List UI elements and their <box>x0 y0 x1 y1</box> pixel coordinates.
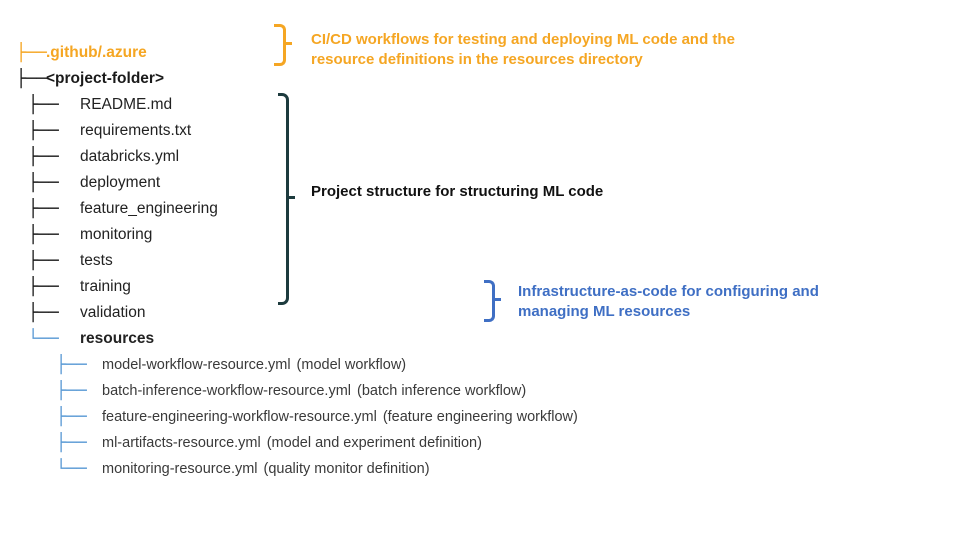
tree-label-resources: resources <box>80 330 155 348</box>
tree-label-monitoring: monitoring <box>80 226 153 244</box>
tree-connector-icon: ├── <box>56 380 87 401</box>
tree-connector-icon: ├── <box>16 42 47 63</box>
brace-cicd-icon <box>274 22 296 72</box>
tree-connector-icon: ├── <box>28 250 59 271</box>
folder-tree <box>16 40 636 482</box>
tree-label-training: training <box>80 278 131 296</box>
annotation-cicd-line1: CI/CD workflows for testing and deploying ML code and the <box>311 31 735 48</box>
tree-label-ml-artifacts-resource: ml-artifacts-resource.yml <box>102 434 261 451</box>
tree-row-readme <box>16 92 636 118</box>
annotation-cicd-line2: resource definitions in the resources directory <box>311 51 643 69</box>
tree-row-monitoring-resource <box>16 456 636 482</box>
tree-connector-icon: ├── <box>16 68 47 89</box>
tree-connector-icon: └── <box>56 458 87 479</box>
annotation-project-structure-line1: Project structure for structuring ML code <box>311 183 604 200</box>
tree-connector-icon: └── <box>28 328 59 349</box>
tree-note-feature-engineering-workflow-resource: (feature engineering workflow) <box>382 408 578 425</box>
tree-connector-icon: ├── <box>28 94 59 115</box>
tree-label-feature-engineering: feature_engineering <box>80 200 218 218</box>
tree-connector-icon: ├── <box>28 224 59 245</box>
tree-label-feature-engineering-workflow-resource: feature-engineering-workflow-resource.yml <box>102 408 377 425</box>
tree-connector-icon: ├── <box>28 198 59 219</box>
tree-note-monitoring-resource: (quality monitor definition) <box>263 460 430 477</box>
tree-label-readme: README.md <box>80 96 173 114</box>
annotation-iac <box>518 282 918 323</box>
annotation-cicd <box>311 30 871 71</box>
tree-note-ml-artifacts-resource: (model and experiment definition) <box>266 434 482 451</box>
tree-row-ml-artifacts-resource <box>16 430 636 456</box>
tree-row-databricks-yml <box>16 144 636 170</box>
tree-row-monitoring <box>16 222 636 248</box>
annotation-project-structure <box>311 182 761 202</box>
tree-connector-icon: ├── <box>28 146 59 167</box>
tree-label-deployment: deployment <box>80 174 161 192</box>
tree-connector-icon: ├── <box>28 302 59 323</box>
annotation-iac-line2: managing ML resources <box>518 303 691 321</box>
tree-label-requirements: requirements.txt <box>80 122 192 140</box>
tree-row-feature-engineering-workflow-resource <box>16 404 636 430</box>
annotation-iac-line1: Infrastructure-as-code for configuring and <box>518 283 819 300</box>
tree-label-databricks-yml: databricks.yml <box>80 148 180 166</box>
tree-label-model-workflow-resource: model-workflow-resource.yml <box>102 356 291 373</box>
tree-label-project-folder: <project-folder> <box>46 70 164 88</box>
tree-row-model-workflow-resource <box>16 352 636 378</box>
tree-note-model-workflow-resource: (model workflow) <box>296 356 407 373</box>
tree-label-batch-inference-workflow-resource: batch-inference-workflow-resource.yml <box>102 382 351 399</box>
tree-label-validation: validation <box>80 304 146 322</box>
tree-row-batch-inference-workflow-resource <box>16 378 636 404</box>
tree-connector-icon: ├── <box>56 406 87 427</box>
tree-connector-icon: ├── <box>28 172 59 193</box>
brace-iac-icon <box>484 278 504 328</box>
tree-label-monitoring-resource: monitoring-resource.yml <box>102 460 258 477</box>
tree-label-tests: tests <box>80 252 113 270</box>
tree-row-resources <box>16 326 636 352</box>
brace-project-structure-icon <box>278 93 296 313</box>
tree-label-github-azure: .github/.azure <box>46 44 147 62</box>
tree-connector-icon: ├── <box>28 276 59 297</box>
tree-note-batch-inference-workflow-resource: (batch inference workflow) <box>357 382 527 399</box>
tree-connector-icon: ├── <box>28 120 59 141</box>
tree-row-tests <box>16 248 636 274</box>
tree-row-requirements <box>16 118 636 144</box>
tree-connector-icon: ├── <box>56 354 87 375</box>
tree-connector-icon: ├── <box>56 432 87 453</box>
